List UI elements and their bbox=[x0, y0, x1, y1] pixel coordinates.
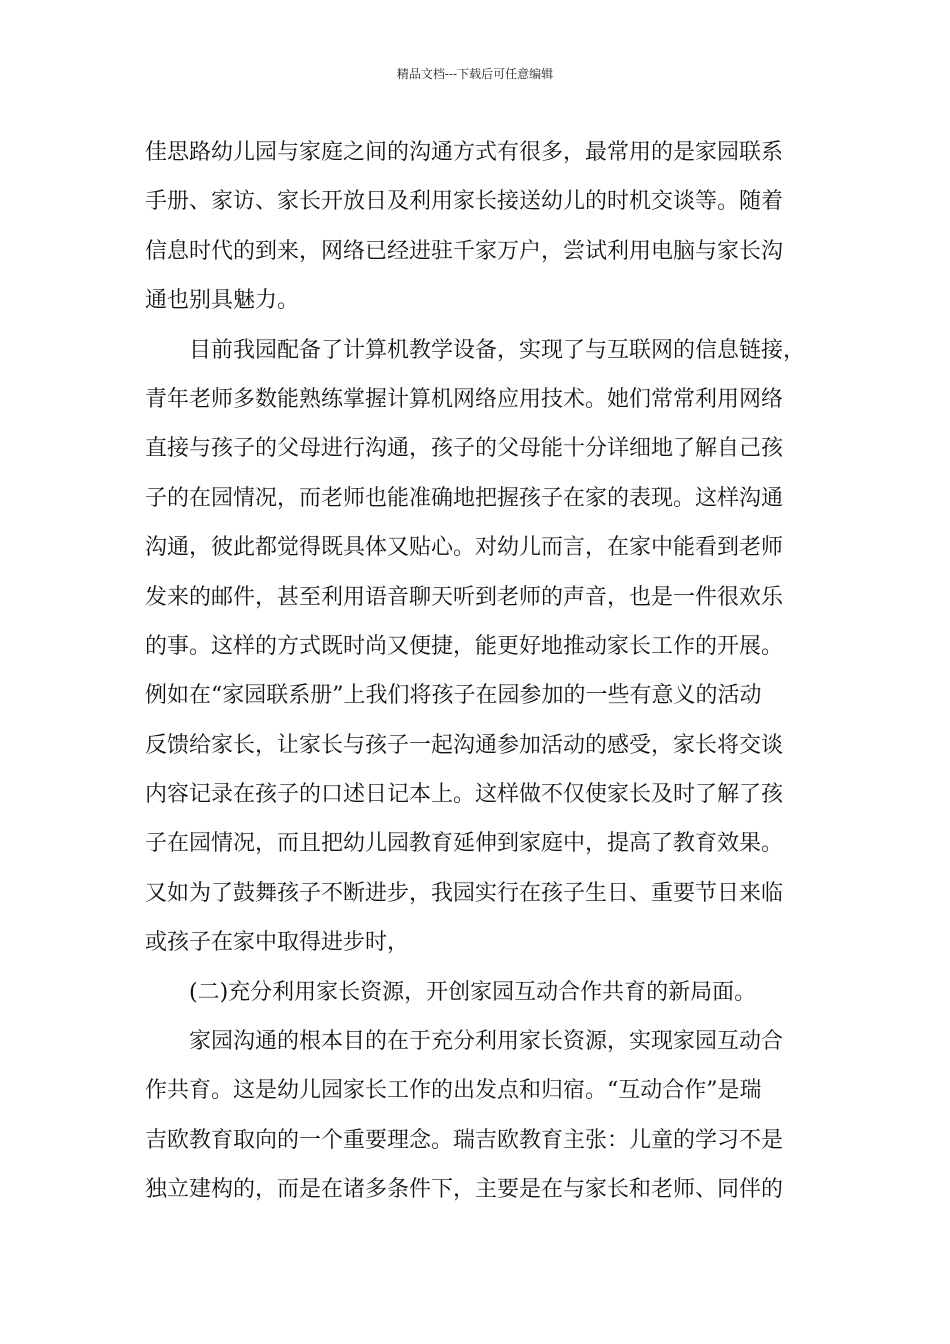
text-line: 作共育。这是幼儿园家长工作的出发点和归宿。“互动合作”是瑞 bbox=[145, 1078, 762, 1104]
body-text bbox=[145, 128, 810, 1215]
text-line: 家园沟通的根本目的在于充分利用家长资源，实现家园互动合 bbox=[189, 1029, 784, 1055]
text-line: 或孩子在家中取得进步时， bbox=[145, 930, 410, 956]
text-line: 信息时代的到来，网络已经进驻千家万户，尝试利用电脑与家长沟 bbox=[145, 238, 784, 264]
text-line: 目前我园配备了计算机教学设备，实现了与互联网的信息链接， bbox=[189, 337, 806, 363]
text-line: 独立建构的，而是在诸多条件下，主要是在与家长和老师、同伴的 bbox=[145, 1177, 784, 1203]
text-line: 内容记录在孩子的口述日记本上。这样做不仅使家长及时了解了孩 bbox=[145, 782, 784, 808]
text-line: (二)充分利用家长资源，开创家园互动合作共育的新局面。 bbox=[189, 979, 757, 1005]
page-header: 精品文档---下载后可任意编辑 bbox=[396, 67, 554, 81]
text-line: 佳思路幼儿园与家庭之间的沟通方式有很多，最常用的是家园联系 bbox=[145, 140, 784, 165]
text-line: 例如在“家园联系册”上我们将孩子在园参加的一些有意义的活动 bbox=[145, 683, 762, 709]
text-line: 沟通，彼此都觉得既具体又贴心。对幼儿而言，在家中能看到老师 bbox=[145, 535, 784, 561]
text-line: 通也别具魅力。 bbox=[145, 288, 300, 314]
text-line: 手册、家访、家长开放日及利用家长接送幼儿的时机交谈等。随着 bbox=[145, 189, 784, 215]
text-line: 青年老师多数能熟练掌握计算机网络应用技术。她们常常利用网络 bbox=[145, 386, 784, 412]
text-line: 又如为了鼓舞孩子不断进步，我园实行在孩子生日、重要节日来临 bbox=[145, 880, 784, 906]
text-line: 反馈给家长，让家长与孩子一起沟通参加活动的感受，家长将交谈 bbox=[145, 732, 784, 758]
text-line: 吉欧教育取向的一个重要理念。瑞吉欧教育主张：儿童的学习不是 bbox=[145, 1127, 784, 1153]
text-line: 子的在园情况，而老师也能准确地把握孩子在家的表现。这样沟通 bbox=[145, 485, 784, 511]
text-line: 子在园情况，而且把幼儿园教育延伸到家庭中，提高了教育效果。 bbox=[145, 831, 784, 857]
text-line: 直接与孩子的父母进行沟通，孩子的父母能十分详细地了解自己孩 bbox=[145, 436, 784, 462]
text-line: 的事。这样的方式既时尚又便捷，能更好地推动家长工作的开展。 bbox=[145, 633, 784, 659]
text-line: 发来的邮件，甚至利用语音聊天听到老师的声音，也是一件很欢乐 bbox=[145, 584, 784, 610]
